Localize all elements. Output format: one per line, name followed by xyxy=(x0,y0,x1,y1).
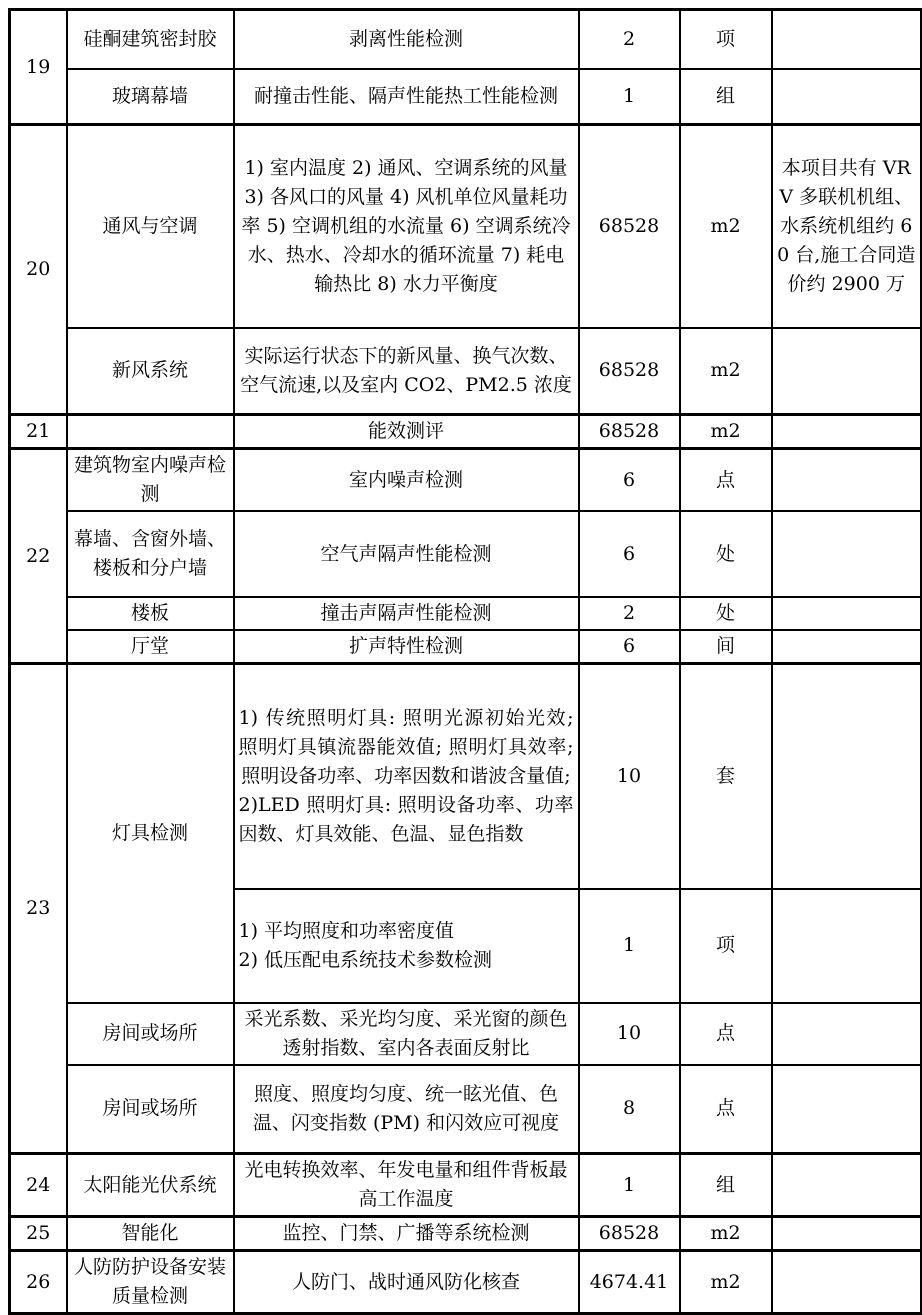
inspection-items-table xyxy=(8,8,922,1315)
row-number-cell: 26 xyxy=(10,1251,67,1314)
item-cell: 新风系统 xyxy=(67,328,234,415)
table-row xyxy=(10,630,922,664)
qty-cell: 6 xyxy=(579,630,680,664)
desc-cell: 采光系数、采光均匀度、采光窗的颜色透射指数、室内各表面反射比 xyxy=(234,1003,579,1065)
unit-cell: 处 xyxy=(680,511,772,597)
unit-cell: m2 xyxy=(680,415,772,449)
item-cell: 灯具检测 xyxy=(67,664,234,1003)
table-row xyxy=(10,597,922,630)
desc-cell: 剥离性能检测 xyxy=(234,10,579,69)
desc-cell: 照度、照度均匀度、统一眩光值、色温、闪变指数 (PM) 和闪效应可视度 xyxy=(234,1065,579,1154)
qty-cell: 68528 xyxy=(579,1217,680,1251)
row-number-cell: 24 xyxy=(10,1154,67,1217)
table-row xyxy=(10,415,922,449)
item-cell: 人防防护设备安装质量检测 xyxy=(67,1251,234,1314)
item-cell: 幕墙、含窗外墙、楼板和分户墙 xyxy=(67,511,234,597)
desc-cell: 1) 室内温度 2) 通风、空调系统的风量 3) 各风口的风量 4) 风机单位风量耗功率 5) 空调机组的水流量 6) 空调系统冷水、热水、冷却水的循环流量 7) 耗电输热比 8) 水力平衡度 xyxy=(234,125,579,328)
item-cell: 智能化 xyxy=(67,1217,234,1251)
unit-cell: 组 xyxy=(680,1154,772,1217)
remark-cell xyxy=(772,1251,922,1314)
desc-cell: 能效测评 xyxy=(234,415,579,449)
qty-cell: 4674.41 xyxy=(579,1251,680,1314)
desc-cell: 室内噪声检测 xyxy=(234,449,579,512)
desc-cell: 实际运行状态下的新风量、换气次数、空气流速,以及室内 CO2、PM2.5 浓度 xyxy=(234,328,579,415)
unit-cell: 点 xyxy=(680,1065,772,1154)
qty-cell: 6 xyxy=(579,449,680,512)
qty-cell: 68528 xyxy=(579,328,680,415)
table-row xyxy=(10,1154,922,1217)
desc-cell: 光电转换效率、年发电量和组件背板最高工作温度 xyxy=(234,1154,579,1217)
unit-cell: 点 xyxy=(680,449,772,512)
remark-cell xyxy=(772,1065,922,1154)
remark-cell xyxy=(772,415,922,449)
remark-cell xyxy=(772,449,922,512)
remark-cell xyxy=(772,889,922,1003)
table-row xyxy=(10,1003,922,1065)
qty-cell: 10 xyxy=(579,664,680,889)
qty-cell: 8 xyxy=(579,1065,680,1154)
remark-cell xyxy=(772,10,922,69)
unit-cell: 项 xyxy=(680,10,772,69)
unit-cell: 间 xyxy=(680,630,772,664)
item-cell: 太阳能光伏系统 xyxy=(67,1154,234,1217)
remark-cell xyxy=(772,1154,922,1217)
row-number-cell: 22 xyxy=(10,449,67,664)
desc-cell: 撞击声隔声性能检测 xyxy=(234,597,579,630)
item-cell: 建筑物室内噪声检测 xyxy=(67,449,234,512)
desc-cell xyxy=(234,664,579,889)
remark-cell xyxy=(772,664,922,889)
qty-cell: 1 xyxy=(579,1154,680,1217)
item-cell xyxy=(67,415,234,449)
desc-paragraph: 1) 传统照明灯具: 照明光源初始光效; 照明灯具镇流器能效值; 照明灯具效率; 照明设备功率、功率因数和谐波含量值; xyxy=(238,706,574,787)
table-row xyxy=(10,1251,922,1314)
unit-cell: 点 xyxy=(680,1003,772,1065)
unit-cell: m2 xyxy=(680,1251,772,1314)
qty-cell: 6 xyxy=(579,511,680,597)
remark-cell xyxy=(772,511,922,597)
item-cell: 楼板 xyxy=(67,597,234,630)
unit-cell: m2 xyxy=(680,1217,772,1251)
qty-cell: 68528 xyxy=(579,125,680,328)
item-cell: 玻璃幕墙 xyxy=(67,69,234,125)
table-row xyxy=(10,10,922,69)
unit-cell: 项 xyxy=(680,889,772,1003)
desc-cell xyxy=(234,889,579,1003)
item-cell: 房间或场所 xyxy=(67,1003,234,1065)
item-cell: 厅堂 xyxy=(67,630,234,664)
remark-cell: 本项目共有 VRV 多联机机组、水系统机组约 60 台,施工合同造价约 2900 万 xyxy=(772,125,922,328)
qty-cell: 68528 xyxy=(579,415,680,449)
remark-cell xyxy=(772,1217,922,1251)
row-number-cell: 19 xyxy=(10,10,67,125)
desc-line: 1) 平均照度和功率密度值 xyxy=(238,919,455,942)
desc-cell: 人防门、战时通风防化核查 xyxy=(234,1251,579,1314)
item-cell: 通风与空调 xyxy=(67,125,234,328)
unit-cell: 处 xyxy=(680,597,772,630)
unit-cell: m2 xyxy=(680,125,772,328)
row-number-cell: 23 xyxy=(10,664,67,1154)
desc-line: 2) 低压配电系统技术参数检测 xyxy=(238,948,493,971)
table-row xyxy=(10,511,922,597)
remark-cell xyxy=(772,69,922,125)
table-row xyxy=(10,664,922,889)
table-row xyxy=(10,449,922,512)
desc-cell: 耐撞击性能、隔声性能热工性能检测 xyxy=(234,69,579,125)
unit-cell: 套 xyxy=(680,664,772,889)
row-number-cell: 20 xyxy=(10,125,67,415)
row-number-cell: 25 xyxy=(10,1217,67,1251)
row-number-cell: 21 xyxy=(10,415,67,449)
table-row xyxy=(10,125,922,328)
desc-cell: 空气声隔声性能检测 xyxy=(234,511,579,597)
qty-cell: 1 xyxy=(579,889,680,1003)
unit-cell: m2 xyxy=(680,328,772,415)
desc-cell: 扩声特性检测 xyxy=(234,630,579,664)
desc-cell: 监控、门禁、广播等系统检测 xyxy=(234,1217,579,1251)
unit-cell: 组 xyxy=(680,69,772,125)
table-row xyxy=(10,328,922,415)
desc-paragraph: 2)LED 照明灯具: 照明设备功率、功率因数、灯具效能、色温、显色指数 xyxy=(238,793,574,845)
table-row xyxy=(10,1217,922,1251)
item-cell: 硅酮建筑密封胶 xyxy=(67,10,234,69)
table-row xyxy=(10,69,922,125)
qty-cell: 1 xyxy=(579,69,680,125)
qty-cell: 2 xyxy=(579,597,680,630)
table-row xyxy=(10,1065,922,1154)
qty-cell: 10 xyxy=(579,1003,680,1065)
item-cell: 房间或场所 xyxy=(67,1065,234,1154)
remark-cell xyxy=(772,630,922,664)
qty-cell: 2 xyxy=(579,10,680,69)
remark-cell xyxy=(772,597,922,630)
remark-cell xyxy=(772,328,922,415)
remark-cell xyxy=(772,1003,922,1065)
